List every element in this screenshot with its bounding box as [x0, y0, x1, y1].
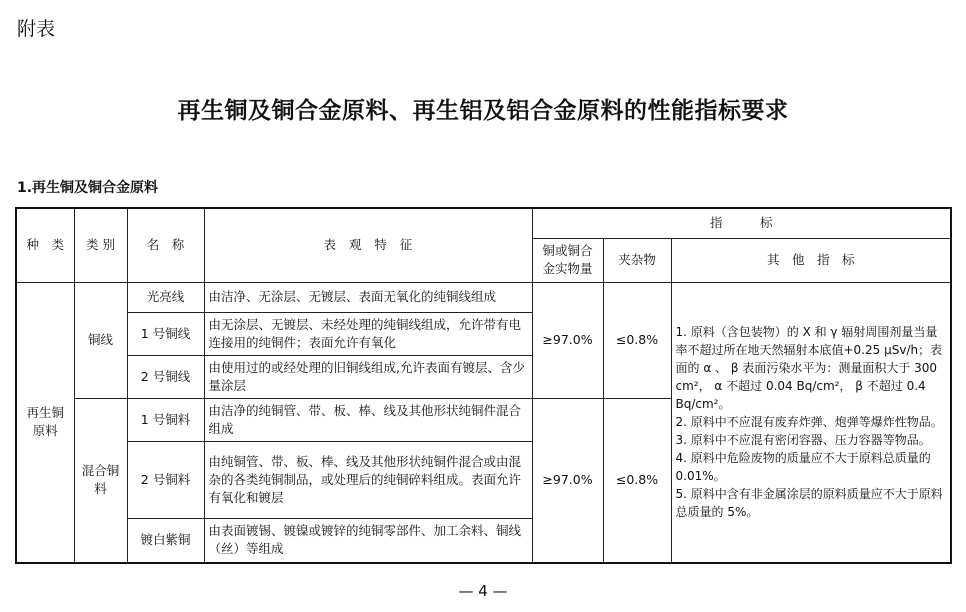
- header-category: 类 别: [74, 208, 127, 282]
- name-cell: 光亮线: [127, 282, 204, 312]
- name-cell: 镀白紫铜: [127, 518, 204, 563]
- feature-cell: 由纯铜管、带、板、棒、线及其他形状纯铜件混合或由混杂的各类纯铜制品，或处理后的纯铜碎料组成。表面允许有氧化和镀层: [204, 441, 532, 518]
- header-name: 名 称: [127, 208, 204, 282]
- name-cell: 2 号铜线: [127, 355, 204, 398]
- metal-content-cell: ≥97.0%: [532, 398, 603, 563]
- section-heading: 1.再生铜及铜合金原料: [17, 180, 159, 196]
- header-appearance: 表 观 特 征: [204, 208, 532, 282]
- header-other: 其 他 指 标: [671, 238, 951, 282]
- header-indicators: 指 标: [532, 208, 951, 238]
- name-cell: 2 号铜料: [127, 441, 204, 518]
- spec-table: [15, 207, 952, 564]
- page-number: — 4 —: [458, 582, 508, 600]
- metal-content-cell: ≥97.0%: [532, 282, 603, 398]
- category-cell: 铜线: [74, 282, 127, 398]
- feature-cell: 由表面镀锡、镀镍或镀锌的纯铜零部件、加工余料、铜线（丝）等组成: [204, 518, 532, 563]
- name-cell: 1 号铜料: [127, 398, 204, 441]
- header-metal-content: 铜或铜合金实物量: [532, 238, 603, 282]
- other-indicator-item: 3. 原料中不应混有密闭容器、压力容器等物品。: [675, 433, 931, 448]
- category-cell: 混合铜料: [74, 398, 127, 563]
- appendix-label: 附表: [17, 18, 56, 40]
- name-cell: 1 号铜线: [127, 312, 204, 355]
- other-indicator-item: 5. 原料中含有非金属涂层的原料质量应不大于原料总质量的 5%。: [675, 487, 943, 520]
- feature-cell: 由洁净的纯铜管、带、板、棒、线及其他形状纯铜件混合组成: [204, 398, 532, 441]
- feature-cell: 由无涂层、无镀层、未经处理的纯铜线组成，允许带有电连接用的纯铜件；表面允许有氧化: [204, 312, 532, 355]
- impurity-cell: ≤0.8%: [603, 398, 671, 563]
- other-indicator-item: 1. 原料（含包装物）的 X 和 γ 辐射周围剂量当量率不超过所在地天然辐射本底值+0.25 μSv/h；表面的 α 、 β 表面污染水平为：测量面积大于 300 cm²， α 不超过 0.04 Bq/cm²， β 不超过 0.4 Bq/cm²。: [675, 325, 943, 412]
- other-indicator-item: 4. 原料中危险废物的质量应不大于原料总质量的 0.01%。: [675, 451, 931, 484]
- feature-cell: 由使用过的或经处理的旧铜线组成,允许表面有镀层、含少量涂层: [204, 355, 532, 398]
- header-impurity: 夹杂物: [603, 238, 671, 282]
- document-title: 再生铜及铜合金原料、再生铝及铝合金原料的性能指标要求: [177, 98, 789, 124]
- table-row: [16, 282, 951, 312]
- other-indicators-cell: [671, 282, 951, 563]
- header-kind: 种 类: [16, 208, 74, 282]
- feature-cell: 由洁净、无涂层、无镀层、表面无氧化的纯铜线组成: [204, 282, 532, 312]
- impurity-cell: ≤0.8%: [603, 282, 671, 398]
- kind-cell: 再生铜原料: [16, 282, 74, 563]
- other-indicator-item: 2. 原料中不应混有废弃炸弹、炮弹等爆炸性物品。: [675, 415, 943, 430]
